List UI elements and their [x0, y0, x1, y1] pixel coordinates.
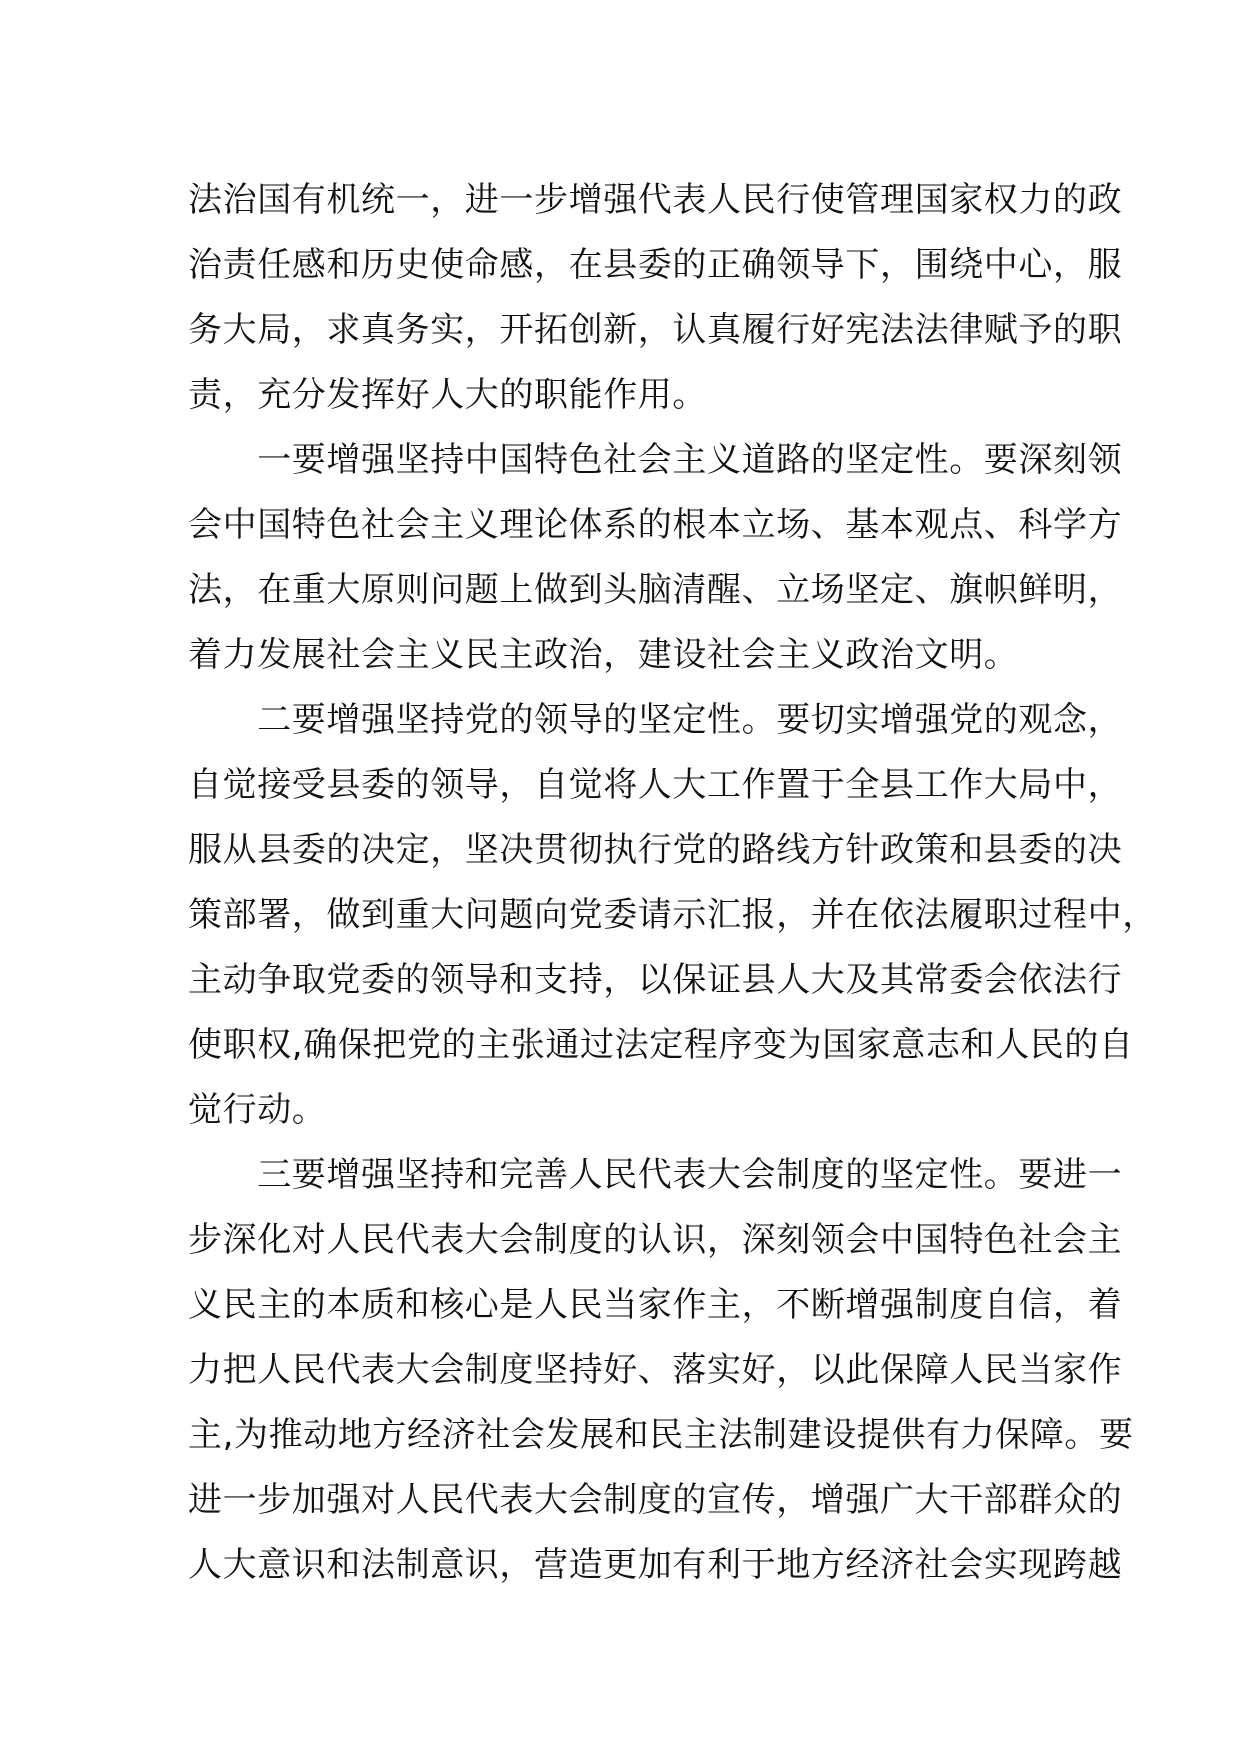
text-line: 觉行动。 — [188, 1090, 327, 1130]
text-line: 步深化对人民代表大会制度的认识，深刻领会中国特色社会主 — [188, 1220, 1123, 1260]
text-line: 法治国有机统一，进一步增强代表人民行使管理国家权力的政 — [188, 180, 1123, 220]
text-line: 力把人民代表大会制度坚持好、落实好，以此保障人民当家作 — [188, 1350, 1123, 1390]
text-line: 法，在重大原则问题上做到头脑清醒、立场坚定、旗帜鲜明， — [188, 570, 1123, 610]
text-line: 主动争取党委的领导和支持，以保证县人大及其常委会依法行 — [188, 960, 1123, 1000]
body-text — [188, 168, 1157, 1598]
text-line: 二要增强坚持党的领导的坚定性。要切实增强党的观念， — [188, 700, 1123, 740]
text-line: 策部署，做到重大问题向党委请示汇报，并在依法履职过程中， — [188, 895, 1157, 935]
text-line: 义民主的本质和核心是人民当家作主，不断增强制度自信，着 — [188, 1285, 1123, 1325]
text-line: 服从县委的决定，坚决贯彻执行党的路线方针政策和县委的决 — [188, 830, 1123, 870]
text-line: 使职权,确保把党的主张通过法定程序变为国家意志和人民的自 — [188, 1025, 1134, 1065]
text-line: 自觉接受县委的领导，自觉将人大工作置于全县工作大局中， — [188, 765, 1123, 805]
text-line: 主,为推动地方经济社会发展和民主法制建设提供有力保障。要 — [188, 1415, 1134, 1455]
text-line: 会中国特色社会主义理论体系的根本立场、基本观点、科学方 — [188, 505, 1123, 545]
text-line: 务大局，求真务实，开拓创新，认真履行好宪法法律赋予的职 — [188, 310, 1123, 350]
text-line: 责，充分发挥好人大的职能作用。 — [188, 375, 707, 415]
text-line: 治责任感和历史使命感，在县委的正确领导下，围绕中心，服 — [188, 245, 1123, 285]
text-line: 着力发展社会主义民主政治，建设社会主义政治文明。 — [188, 635, 1019, 675]
text-line: 人大意识和法制意识，营造更加有利于地方经济社会实现跨越 — [188, 1545, 1123, 1585]
text-line: 一要增强坚持中国特色社会主义道路的坚定性。要深刻领 — [188, 440, 1123, 480]
text-line: 进一步加强对人民代表大会制度的宣传，增强广大干部群众的 — [188, 1480, 1123, 1520]
text-line: 三要增强坚持和完善人民代表大会制度的坚定性。要进一 — [188, 1155, 1123, 1195]
